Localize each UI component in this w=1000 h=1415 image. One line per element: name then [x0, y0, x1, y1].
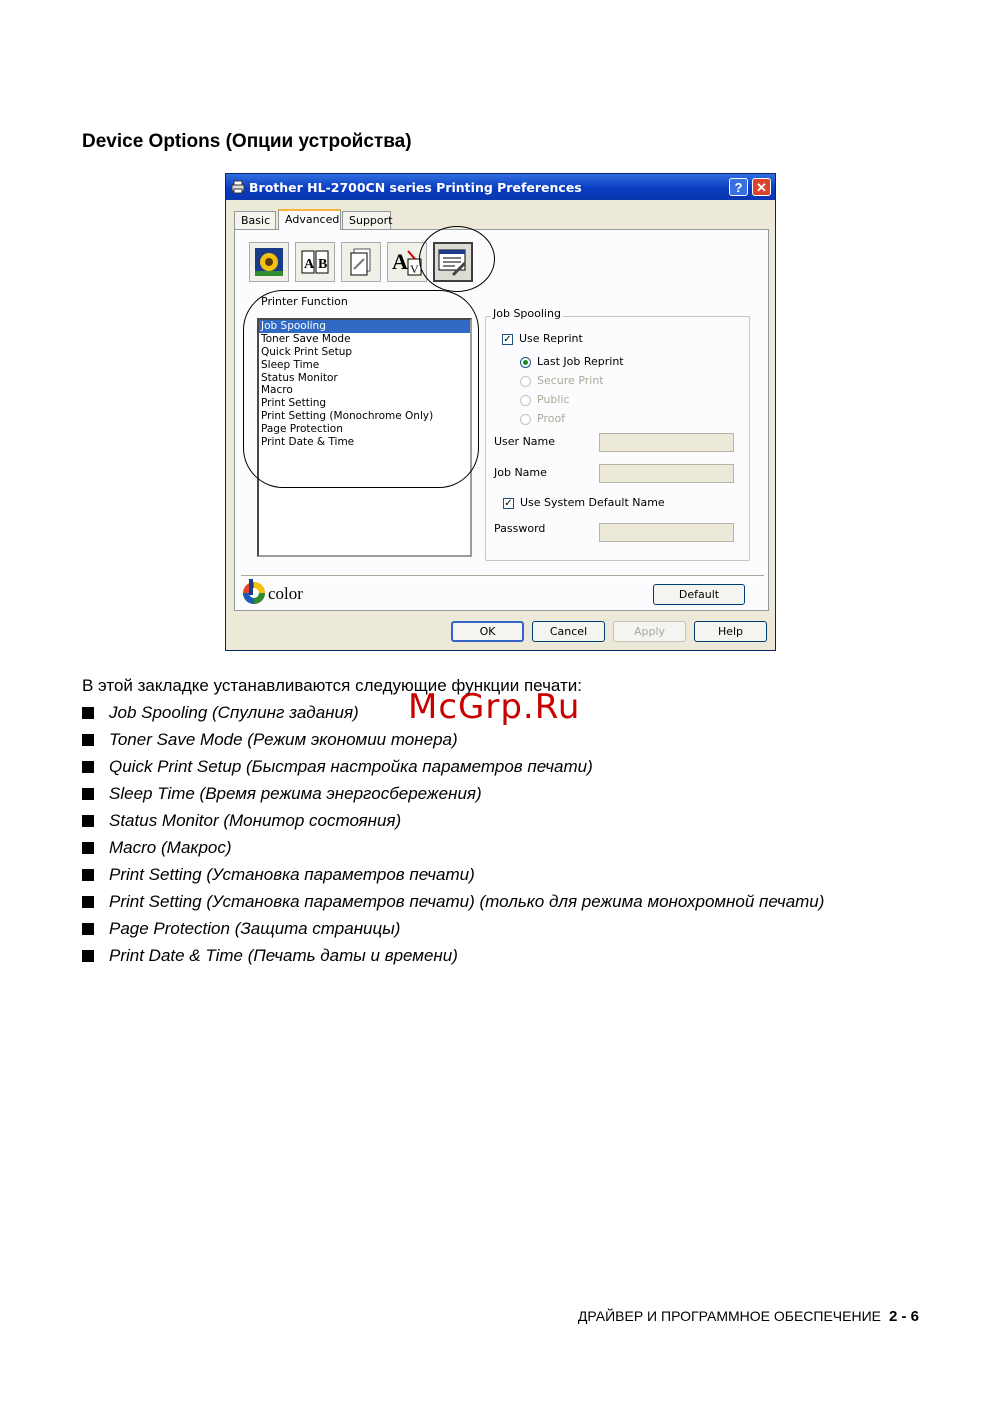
list-item[interactable]: Sleep Time — [261, 358, 320, 371]
color-option-button[interactable] — [249, 242, 289, 282]
default-button[interactable]: Default — [653, 584, 745, 605]
function-bullet-list — [82, 703, 824, 973]
bullet-square-icon — [82, 869, 94, 881]
list-item[interactable]: Job Spooling — [259, 320, 470, 333]
job-spooling-group-label: Job Spooling — [493, 307, 561, 320]
svg-text:A: A — [304, 257, 315, 272]
secure-print-radio[interactable] — [520, 376, 531, 387]
list-item: Quick Print Setup (Быстрая настройка параметров печати) — [82, 757, 824, 784]
list-item[interactable]: Print Date & Time — [261, 436, 355, 449]
last-job-reprint-label: Last Job Reprint — [537, 355, 624, 368]
printer-function-label: Printer Function — [261, 295, 348, 308]
ab-duplex-icon — [300, 249, 330, 275]
password-field[interactable] — [599, 523, 734, 542]
printer-function-list[interactable] — [257, 318, 472, 557]
use-reprint-label: Use Reprint — [519, 332, 583, 345]
advanced-tab-panel — [234, 229, 769, 611]
list-item[interactable]: Status Monitor — [261, 371, 338, 384]
watermark: McGrp.Ru — [408, 687, 581, 727]
page-number: 2 - 6 — [888, 1308, 919, 1325]
list-item: Macro (Макрос) — [82, 838, 824, 865]
bullet-square-icon — [82, 707, 94, 719]
list-item: Print Date & Time (Печать даты и времени) — [82, 946, 824, 973]
user-name-label: User Name — [494, 435, 556, 448]
bullet-square-icon — [82, 815, 94, 827]
copy-icon — [348, 247, 374, 277]
tab-support[interactable]: Support — [342, 211, 391, 229]
dialog-titlebar[interactable] — [226, 174, 775, 200]
printer-icon — [231, 180, 245, 194]
proof-label: Proof — [537, 412, 566, 425]
font-substitution-icon — [391, 247, 423, 277]
logo-text: color — [268, 584, 303, 603]
list-item[interactable]: Print Setting (Monochrome Only) — [261, 410, 434, 423]
secure-print-label: Secure Print — [537, 374, 604, 387]
list-item[interactable]: Toner Save Mode — [261, 332, 351, 345]
public-label: Public — [537, 393, 570, 406]
color-icon — [254, 247, 284, 277]
list-item: Page Protection (Защита страницы) — [82, 919, 824, 946]
password-label: Password — [494, 522, 546, 535]
bullet-square-icon — [82, 761, 94, 773]
bullet-square-icon — [82, 896, 94, 908]
job-name-label: Job Name — [494, 466, 547, 479]
font-option-button[interactable] — [387, 242, 427, 282]
bullet-square-icon — [82, 842, 94, 854]
bullet-square-icon — [82, 923, 94, 935]
svg-text:A: A — [392, 249, 408, 274]
tab-advanced[interactable]: Advanced — [278, 209, 341, 230]
bullet-square-icon — [82, 950, 94, 962]
page-footer — [578, 1308, 919, 1325]
apply-button[interactable]: Apply — [613, 621, 686, 642]
proof-radio[interactable] — [520, 414, 531, 425]
svg-text:V: V — [410, 262, 419, 276]
list-item[interactable]: Page Protection — [261, 423, 343, 436]
last-job-reprint-radio[interactable] — [520, 357, 531, 368]
list-item: Job Spooling (Спулинг задания) — [82, 703, 824, 730]
job-name-field[interactable] — [599, 464, 734, 483]
separator — [241, 575, 764, 577]
help-button[interactable]: Help — [694, 621, 767, 642]
use-default-name-label: Use System Default Name — [520, 496, 665, 509]
list-item[interactable]: Quick Print Setup — [261, 345, 353, 358]
list-item[interactable]: Macro — [261, 384, 293, 397]
device-options-icon — [437, 247, 469, 277]
tab-basic[interactable]: Basic — [234, 211, 276, 229]
ok-button[interactable]: OK — [451, 621, 524, 642]
watermark-option-button[interactable] — [341, 242, 381, 282]
list-item: Sleep Time (Время режима энергосбережения) — [82, 784, 824, 811]
svg-text:B: B — [318, 257, 328, 272]
list-item: Status Monitor (Монитор состояния) — [82, 811, 824, 838]
public-radio[interactable] — [520, 395, 531, 406]
title-close-button[interactable]: ✕ — [752, 178, 771, 196]
list-item[interactable]: Print Setting — [261, 397, 327, 410]
list-item: Print Setting (Установка параметров печати) — [82, 865, 824, 892]
device-options-button[interactable] — [433, 242, 473, 282]
use-default-name-checkbox[interactable]: ✓ — [504, 498, 513, 509]
dialog-title: Brother HL-2700CN series Printing Preferences — [249, 180, 582, 195]
title-help-button[interactable]: ? — [729, 178, 748, 196]
list-item: Toner Save Mode (Режим экономии тонера) — [82, 730, 824, 757]
duplex-option-button[interactable] — [295, 242, 335, 282]
printing-preferences-dialog — [225, 173, 776, 651]
footer-text: ДРАЙВЕР И ПРОГРАММНОЕ ОБЕСПЕЧЕНИЕ — [577, 1308, 881, 1324]
list-item: Print Setting (Установка параметров печати) (только для режима монохромной печати) — [82, 892, 824, 919]
user-name-field[interactable] — [599, 433, 734, 452]
bullet-square-icon — [82, 734, 94, 746]
use-reprint-checkbox[interactable]: ✓ — [503, 334, 512, 345]
brother-color-logo-icon — [240, 577, 268, 607]
cancel-button[interactable]: Cancel — [532, 621, 605, 642]
page-heading: Device Options (Опции устройства) — [82, 131, 412, 152]
intro-text: В этой закладке устанавливаются следующие функции печати: — [82, 676, 583, 695]
bullet-square-icon — [82, 788, 94, 800]
